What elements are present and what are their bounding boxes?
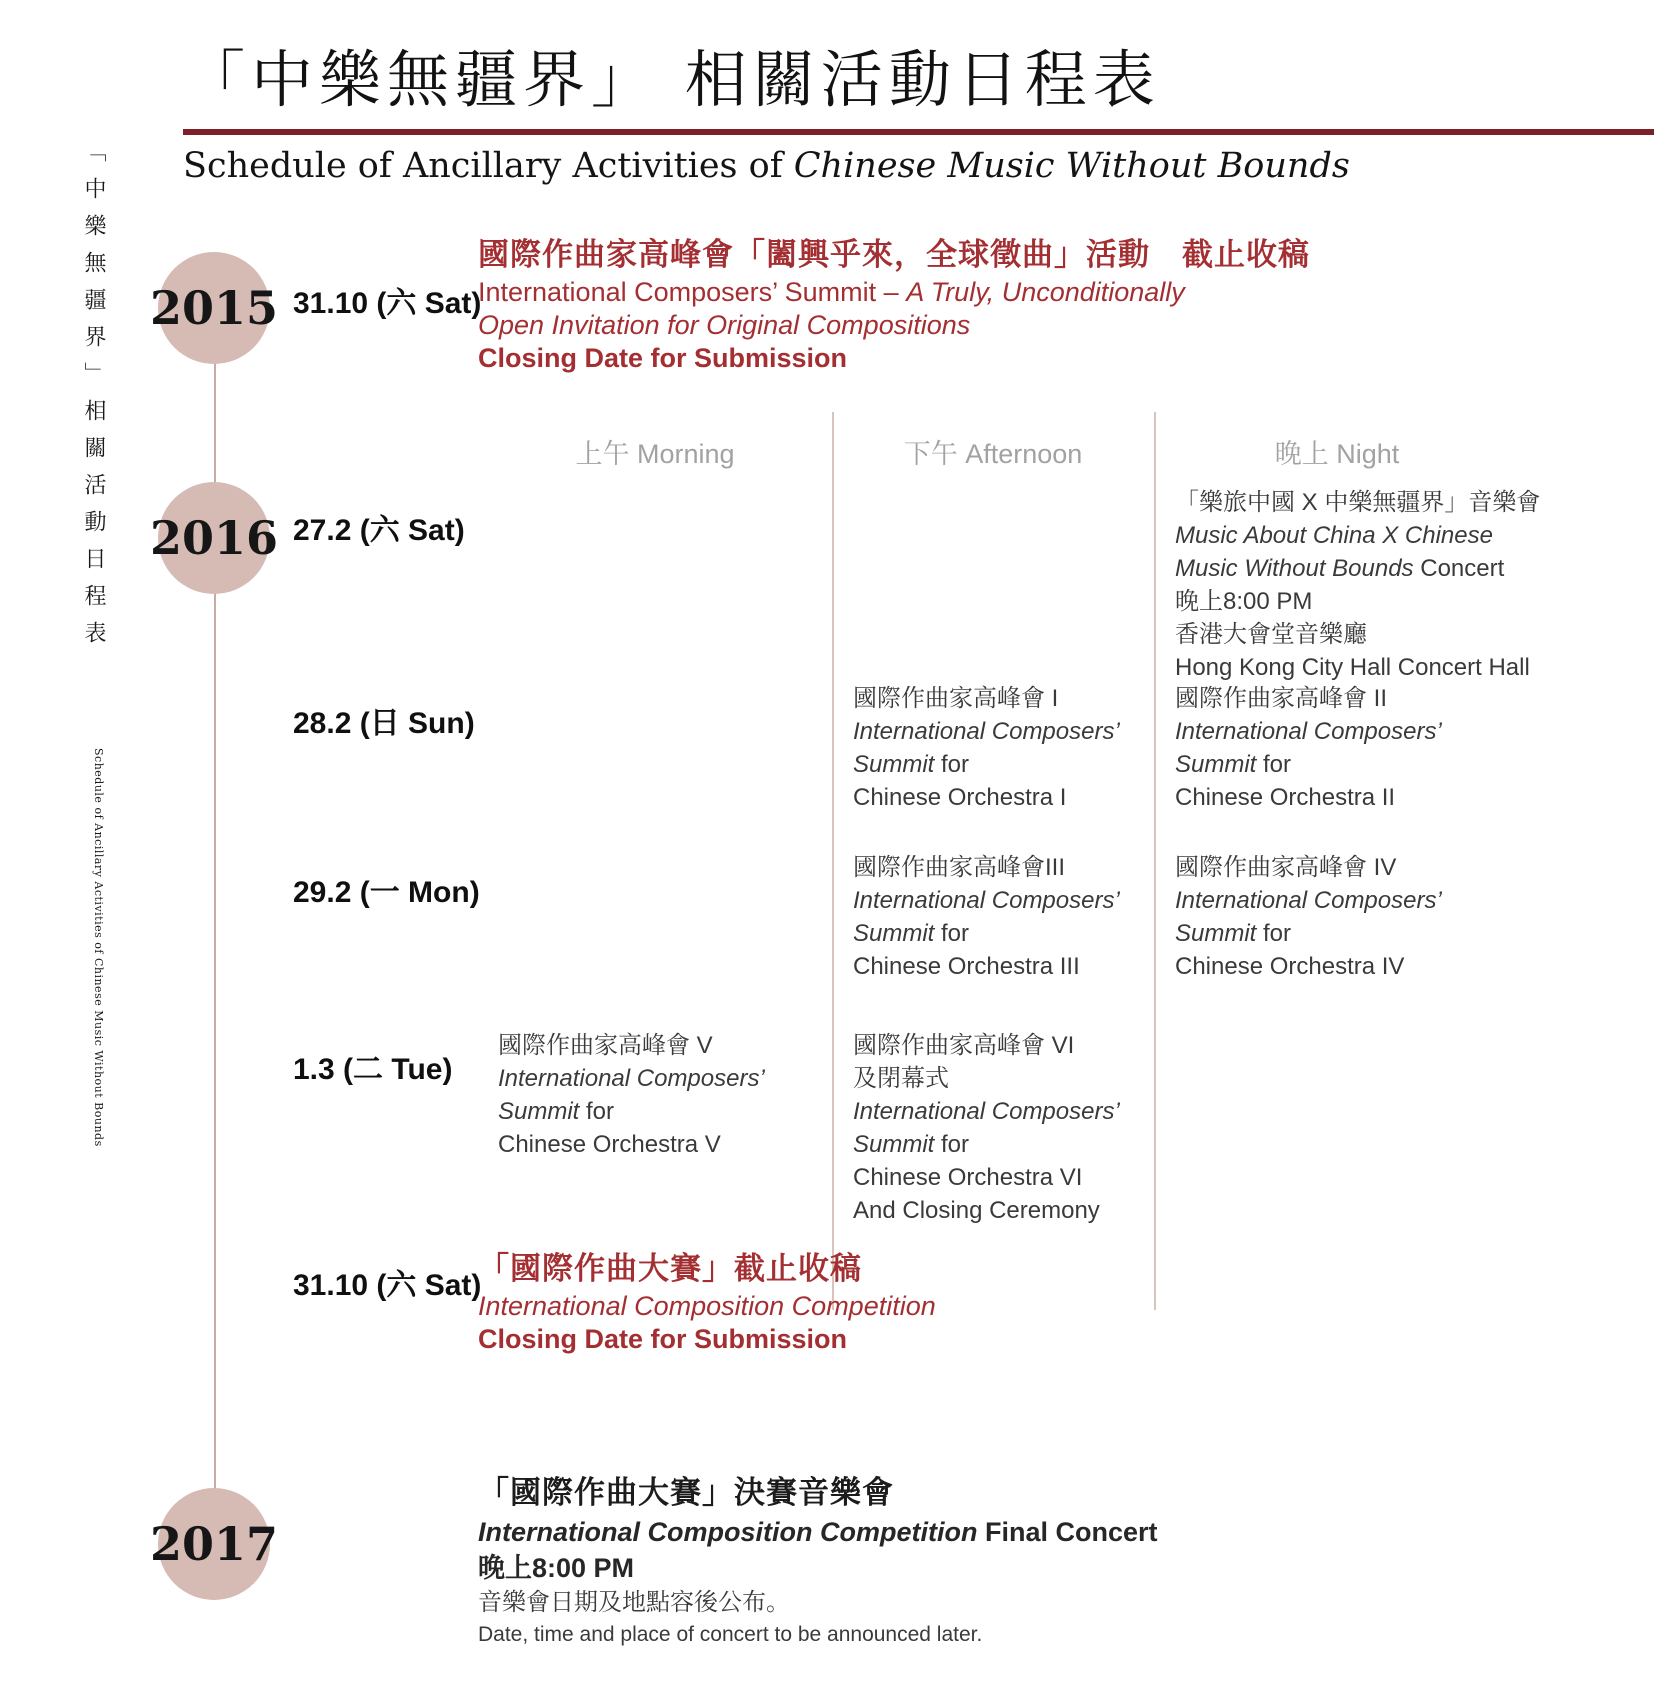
summit-title-en1: International Composers’ bbox=[1175, 887, 1442, 914]
summit-word-regular: for bbox=[579, 1098, 615, 1125]
summit-closing-cjk: 及閉幕式 bbox=[853, 1065, 949, 1092]
event-summit-2-night bbox=[1175, 682, 1442, 814]
event-summit-3-afternoon bbox=[853, 851, 1120, 983]
summit-word-regular: for bbox=[934, 751, 970, 778]
final-concert-regular: Final Concert bbox=[977, 1517, 1158, 1547]
column-header-afternoon: 下午 Afternoon bbox=[903, 439, 1083, 469]
summit-orchestra-line: Chinese Orchestra I bbox=[853, 784, 1067, 811]
summit-title-en2 bbox=[498, 1095, 765, 1128]
event-date-2015-3110: 31.10 (六 Sat) bbox=[293, 287, 482, 320]
event-title-en-line1 bbox=[478, 276, 1310, 309]
summit-orchestra-line: Chinese Orchestra II bbox=[1175, 784, 1396, 811]
event-title-cjk: 「國際作曲大賽」截止收稿 bbox=[478, 1251, 862, 1286]
summit-closing-en: And Closing Ceremony bbox=[853, 1197, 1100, 1224]
summit-title-cjk: 國際作曲家高峰會 IV bbox=[1175, 854, 1397, 881]
event-date-282: 28.2 (日 Sun) bbox=[293, 707, 475, 740]
summit-word-regular: for bbox=[1256, 751, 1292, 778]
final-concert-note-cjk: 音樂會日期及地點容後公布。 bbox=[478, 1589, 790, 1616]
page-title: 「中樂無疆界」 相關活動日程表 bbox=[183, 43, 1161, 116]
concert-title-en-regular: Concert bbox=[1413, 555, 1505, 582]
year-badge-2016 bbox=[149, 482, 279, 594]
event-title-en-regular: International Composers’ Summit – bbox=[478, 277, 907, 307]
summit-title-en1: International Composers’ bbox=[498, 1065, 765, 1092]
event-title-en-line2: Open Invitation for Original Compositions bbox=[478, 310, 971, 340]
summit-word-italic: Summit bbox=[853, 1131, 935, 1158]
year-badge-2015 bbox=[149, 252, 279, 364]
final-concert-title-en bbox=[478, 1514, 1158, 1550]
summit-title-en2 bbox=[1175, 917, 1442, 950]
summit-title-en1: International Composers’ bbox=[1175, 718, 1442, 745]
final-concert-note-en: Date, time and place of concert to be announced later. bbox=[478, 1623, 983, 1646]
event-title-en-italic: International Composition Competition bbox=[478, 1291, 936, 1321]
event-summit-5-morning bbox=[498, 1029, 765, 1161]
event-title-cjk: 國際作曲家高峰會「闔興乎來，全球徵曲」活動 截止收稿 bbox=[478, 237, 1310, 272]
event-summit-4-night bbox=[1175, 851, 1442, 983]
event-date-292: 29.2 (一 Mon) bbox=[293, 876, 480, 909]
event-date-13: 1.3 (二 Tue) bbox=[293, 1053, 453, 1086]
event-2016-submission bbox=[478, 1248, 936, 1356]
summit-title-en2 bbox=[853, 748, 1120, 781]
event-title-en-italic: A Truly, Unconditionally bbox=[906, 277, 1185, 307]
concert-title-en-italic: Music Without Bounds bbox=[1175, 555, 1414, 582]
sidebar-vertical-title-en: Schedule of Ancillary Activities of Chinese Music Without Bounds bbox=[92, 748, 105, 1147]
page-subtitle bbox=[183, 146, 1350, 186]
subtitle-work-title: Chinese Music Without Bounds bbox=[793, 146, 1350, 186]
concert-title-en-line2 bbox=[1175, 552, 1540, 585]
summit-title-cjk: 國際作曲家高峰會 V bbox=[498, 1032, 713, 1059]
event-summit-6-afternoon bbox=[853, 1029, 1120, 1227]
summit-orchestra-line: Chinese Orchestra III bbox=[853, 953, 1080, 980]
summit-title-en1: International Composers’ bbox=[853, 718, 1120, 745]
summit-title-en1: International Composers’ bbox=[853, 1098, 1120, 1125]
subtitle-prefix: Schedule of Ancillary Activities of bbox=[183, 146, 794, 186]
summit-word-italic: Summit bbox=[853, 751, 935, 778]
year-label-2015: 2015 bbox=[149, 281, 279, 335]
summit-title-cjk: 國際作曲家高峰會 VI bbox=[853, 1032, 1075, 1059]
summit-title-cjk: 國際作曲家高峰會 I bbox=[853, 685, 1059, 712]
summit-title-cjk: 國際作曲家高峰會III bbox=[853, 854, 1066, 881]
final-concert-competition-italic: International Composition Competition bbox=[478, 1517, 978, 1547]
summit-word-regular: for bbox=[934, 1131, 970, 1158]
summit-word-italic: Summit bbox=[1175, 751, 1257, 778]
column-header-night: 晚上 Night bbox=[1274, 439, 1400, 469]
event-2015-submission bbox=[478, 234, 1310, 375]
summit-title-en2 bbox=[1175, 748, 1442, 781]
column-header-morning: 上午 Morning bbox=[575, 439, 735, 469]
concert-venue-en: Hong Kong City Hall Concert Hall bbox=[1175, 654, 1530, 681]
event-summit-1-afternoon bbox=[853, 682, 1120, 814]
summit-word-italic: Summit bbox=[853, 920, 935, 947]
concert-title-cjk: 「樂旅中國 X 中樂無疆界」音樂會 bbox=[1175, 489, 1541, 516]
column-divider-2 bbox=[1154, 412, 1156, 1310]
summit-title-en1: International Composers’ bbox=[853, 887, 1120, 914]
event-closing-date-label: Closing Date for Submission bbox=[478, 1324, 848, 1354]
final-concert-title-cjk: 「國際作曲大賽」決賽音樂會 bbox=[478, 1475, 894, 1510]
column-divider-1 bbox=[832, 412, 834, 1310]
concert-time: 晚上8:00 PM bbox=[1175, 588, 1313, 615]
event-closing-date-label: Closing Date for Submission bbox=[478, 343, 848, 373]
summit-title-en2 bbox=[853, 1128, 1120, 1161]
year-badge-2017 bbox=[149, 1488, 279, 1600]
event-concert-272-night bbox=[1175, 486, 1540, 684]
title-rule bbox=[183, 129, 1654, 135]
year-label-2017: 2017 bbox=[149, 1517, 279, 1571]
concert-title-en-line1: Music About China X Chinese bbox=[1175, 522, 1493, 549]
event-date-272: 27.2 (六 Sat) bbox=[293, 514, 465, 547]
summit-orchestra-line: Chinese Orchestra V bbox=[498, 1131, 721, 1158]
year-label-2016: 2016 bbox=[149, 511, 279, 565]
concert-venue-cjk: 香港大會堂音樂廳 bbox=[1175, 621, 1367, 648]
event-date-2016-3110: 31.10 (六 Sat) bbox=[293, 1269, 482, 1302]
summit-word-italic: Summit bbox=[498, 1098, 580, 1125]
event-2017-final-concert bbox=[478, 1472, 1158, 1650]
summit-title-cjk: 國際作曲家高峰會 II bbox=[1175, 685, 1388, 712]
summit-word-italic: Summit bbox=[1175, 920, 1257, 947]
sidebar-vertical-title-cjk: 「中樂無疆界」相關活動日程表 bbox=[81, 140, 106, 658]
summit-word-regular: for bbox=[934, 920, 970, 947]
summit-orchestra-line: Chinese Orchestra VI bbox=[853, 1164, 1083, 1191]
summit-orchestra-line: Chinese Orchestra IV bbox=[1175, 953, 1405, 980]
summit-word-regular: for bbox=[1256, 920, 1292, 947]
summit-title-en2 bbox=[853, 917, 1120, 950]
final-concert-time: 晚上8:00 PM bbox=[478, 1553, 635, 1583]
